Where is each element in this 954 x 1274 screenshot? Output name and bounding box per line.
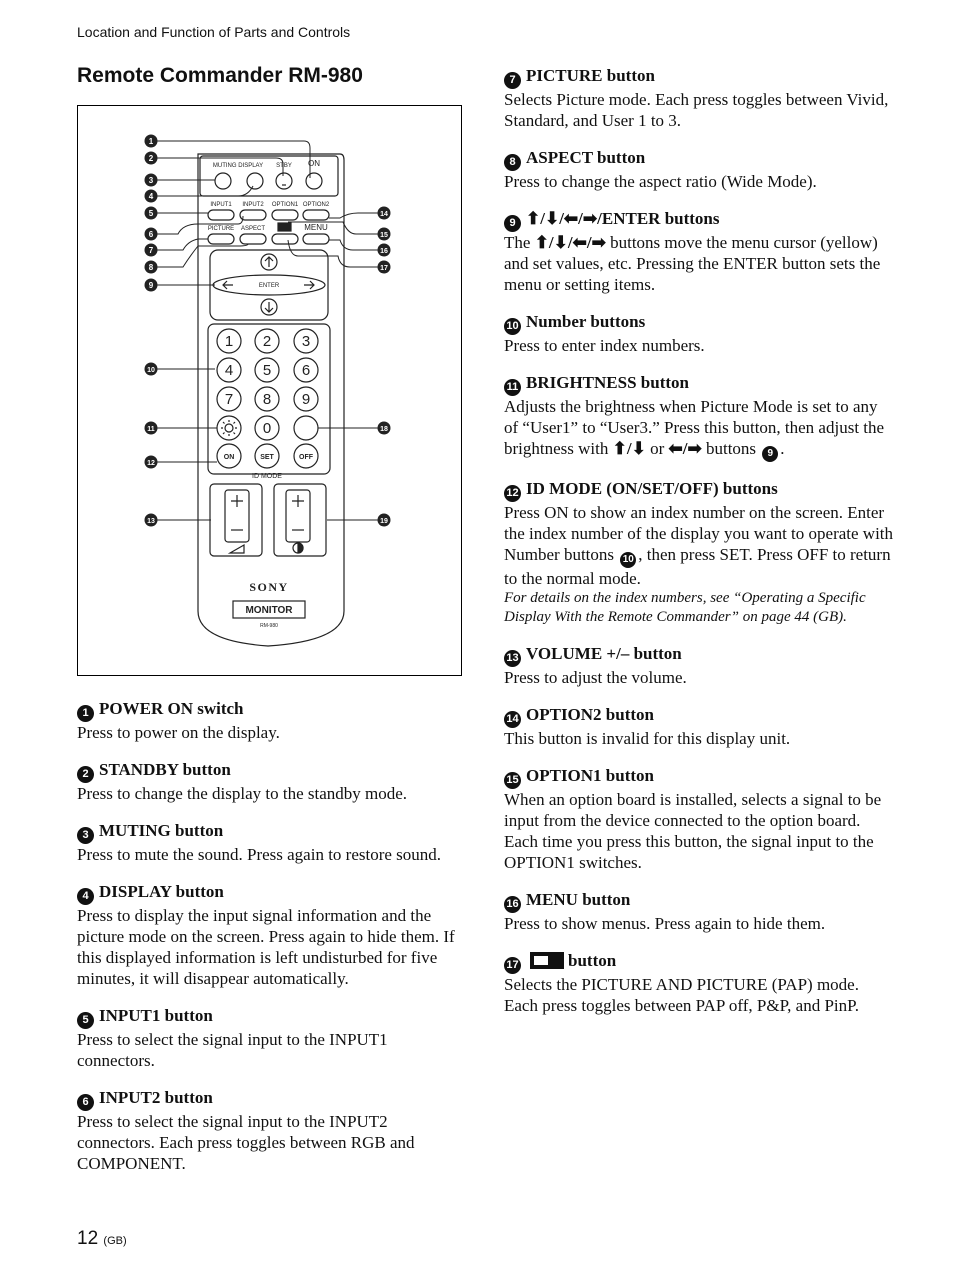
item-title: POWER ON switch bbox=[99, 699, 244, 718]
key-2-label: 2 bbox=[262, 333, 272, 350]
callout-19: 19 bbox=[380, 518, 388, 525]
item-input2 bbox=[77, 1087, 467, 1174]
left-arrow-icon bbox=[223, 281, 233, 289]
callout-10: 10 bbox=[147, 367, 155, 374]
item-input1 bbox=[77, 1005, 467, 1071]
callout-9: 9 bbox=[148, 281, 154, 290]
item-number: 11 bbox=[504, 379, 521, 396]
desc-start: Press ON to show an index number on the screen. Enter the index number of the display you want to operate with Number buttons bbox=[504, 503, 894, 564]
item-description: Press to enter index numbers. bbox=[504, 336, 705, 355]
item-description: Selects Picture mode. Each press toggles between Vivid, Standard, and User 1 to 3. bbox=[504, 90, 889, 130]
callout-17: 17 bbox=[380, 265, 388, 272]
item-description: Press to change the aspect ratio (Wide Mode). bbox=[504, 172, 817, 191]
item-description bbox=[504, 232, 894, 295]
key-8-label: 8 bbox=[262, 391, 272, 408]
item-description: Press to select the signal input to the INPUT2 connectors. Each press toggles between RGB and COMPONENT. bbox=[77, 1112, 415, 1173]
key-9-label: 9 bbox=[301, 391, 311, 408]
callout-18: 18 bbox=[380, 426, 388, 433]
input2-button bbox=[240, 210, 266, 220]
item-muting bbox=[77, 820, 467, 865]
label-option2: OPTION2 bbox=[302, 202, 330, 208]
label-input1: INPUT1 bbox=[210, 202, 232, 208]
model-label: RM-980 bbox=[260, 623, 278, 629]
callout-15: 15 bbox=[380, 232, 388, 239]
right-column bbox=[504, 65, 894, 1032]
callout-12: 12 bbox=[147, 460, 155, 467]
item-number: 5 bbox=[77, 1012, 94, 1029]
item-option2 bbox=[504, 704, 894, 749]
callout-8: 8 bbox=[148, 263, 154, 272]
left-right-arrow-icons: ⬅/➡ bbox=[668, 439, 702, 458]
item-brightness bbox=[504, 372, 894, 462]
label-enter: ENTER bbox=[258, 283, 280, 289]
label-input2: INPUT2 bbox=[242, 202, 264, 208]
label-muting-display: MUTING DISPLAY bbox=[212, 163, 264, 169]
power-on-switch bbox=[306, 173, 322, 189]
item-title: BRIGHTNESS button bbox=[526, 373, 689, 392]
callout-6: 6 bbox=[148, 230, 154, 239]
key-1-label: 1 bbox=[224, 333, 234, 350]
item-description: Press to change the display to the standby mode. bbox=[77, 784, 408, 803]
item-number: 15 bbox=[504, 772, 521, 789]
volume-plus-icon bbox=[231, 495, 243, 507]
item-number: 2 bbox=[77, 766, 94, 783]
input1-button bbox=[208, 210, 234, 220]
label-option1: OPTION1 bbox=[271, 202, 299, 208]
item-option1 bbox=[504, 765, 894, 873]
item-number: 6 bbox=[77, 1094, 94, 1111]
item-number: 4 bbox=[77, 888, 94, 905]
ref-number: 9 bbox=[762, 446, 778, 462]
key-extra bbox=[294, 416, 318, 440]
callout-1: 1 bbox=[148, 137, 154, 146]
item-description: Press to show menus. Press again to hide them. bbox=[504, 914, 826, 933]
item-number: 1 bbox=[77, 705, 94, 722]
up-down-arrow-icons: ⬆/⬇ bbox=[612, 439, 646, 458]
item-menu bbox=[504, 889, 894, 934]
item-volume bbox=[504, 643, 894, 688]
up-arrow-icon bbox=[265, 257, 273, 267]
id-off-label: OFF bbox=[299, 454, 313, 461]
key-6-label: 6 bbox=[301, 362, 311, 379]
brightness-button bbox=[217, 416, 241, 440]
item-number: 16 bbox=[504, 896, 521, 913]
desc-end: . bbox=[780, 439, 785, 458]
desc-end: , then press SET. Press OFF to return to the normal mode. bbox=[504, 545, 891, 588]
label-on: ON bbox=[308, 159, 320, 168]
menu-button bbox=[303, 234, 329, 244]
label-picture: PICTURE bbox=[207, 226, 235, 232]
item-title: button bbox=[568, 951, 617, 970]
item-title: ASPECT button bbox=[526, 148, 646, 167]
contrast-plus-icon bbox=[292, 495, 304, 507]
callout-3: 3 bbox=[148, 176, 154, 185]
item-title: OPTION2 button bbox=[526, 705, 654, 724]
callout-4: 4 bbox=[148, 192, 154, 201]
key-4-label: 4 bbox=[224, 362, 234, 379]
desc-start: Adjusts the brightness when Picture Mode is set to any of “User1” to “User3.” Press this button, then adjust the brightness with bbox=[504, 397, 885, 458]
item-display bbox=[77, 881, 467, 989]
key-3-label: 3 bbox=[301, 333, 311, 350]
item-description: Press to display the input signal information and the picture mode on the screen. Press again to hide them. If this displayed information is left undisturbed for five minutes, it will disappear automatically. bbox=[77, 906, 455, 988]
pap-icon-mark bbox=[278, 223, 291, 231]
item-note: For details on the index numbers, see “Operating a Specific Display With the Remote Commander” on page 44 (GB). bbox=[504, 590, 866, 625]
sony-logo: SONY bbox=[249, 580, 289, 594]
item-description bbox=[504, 396, 894, 462]
page-number-value: 12 bbox=[77, 1228, 99, 1249]
pap-button bbox=[272, 234, 298, 244]
callout-16: 16 bbox=[380, 248, 388, 255]
callout-2: 2 bbox=[148, 154, 154, 163]
monitor-label: MONITOR bbox=[245, 605, 293, 616]
display-button bbox=[247, 173, 263, 189]
down-arrow-icon bbox=[265, 302, 273, 312]
item-description: This button is invalid for this display unit. bbox=[504, 729, 791, 748]
option1-button bbox=[272, 210, 298, 220]
callout-7: 7 bbox=[148, 246, 154, 255]
picture-button bbox=[208, 234, 234, 244]
volume-panel bbox=[210, 484, 262, 556]
item-number: 8 bbox=[504, 154, 521, 171]
pap-icon bbox=[530, 952, 564, 969]
item-enter bbox=[504, 208, 894, 295]
id-on-label: ON bbox=[223, 454, 235, 461]
arrow-icons: ⬆/⬇/⬅/➡ bbox=[534, 233, 606, 252]
item-title: OPTION1 button bbox=[526, 766, 654, 785]
item-number: 13 bbox=[504, 650, 521, 667]
item-title: INPUT2 button bbox=[99, 1088, 213, 1107]
item-number: 3 bbox=[77, 827, 94, 844]
item-number: 14 bbox=[504, 711, 521, 728]
item-id-mode bbox=[504, 478, 894, 627]
key-5-label: 5 bbox=[262, 362, 272, 379]
label-aspect: ASPECT bbox=[240, 226, 266, 232]
item-power-on bbox=[77, 698, 467, 743]
item-number: 17 bbox=[504, 957, 521, 974]
desc-start: The bbox=[504, 233, 531, 252]
item-title: /ENTER buttons bbox=[597, 209, 720, 228]
item-title: DISPLAY button bbox=[99, 882, 224, 901]
item-number: 9 bbox=[504, 215, 521, 232]
label-menu: MENU bbox=[304, 223, 328, 232]
item-number-buttons bbox=[504, 311, 894, 356]
item-picture bbox=[504, 65, 894, 131]
page-number bbox=[77, 1228, 127, 1250]
item-title: MUTING button bbox=[99, 821, 224, 840]
running-head: Location and Function of Parts and Controls bbox=[77, 24, 351, 40]
item-pap bbox=[504, 950, 894, 1016]
item-title: Number buttons bbox=[526, 312, 646, 331]
desc-buttons: buttons bbox=[705, 439, 757, 458]
callout-14: 14 bbox=[380, 211, 388, 218]
key-7-label: 7 bbox=[224, 391, 234, 408]
remote-illustration bbox=[78, 106, 463, 677]
item-title: VOLUME +/– button bbox=[526, 644, 682, 663]
option2-button bbox=[303, 210, 329, 220]
id-mode-label: ID MODE bbox=[252, 473, 282, 480]
right-arrow-icon bbox=[304, 281, 314, 289]
item-title: INPUT1 button bbox=[99, 1006, 213, 1025]
left-column bbox=[77, 698, 467, 1190]
section-title: Remote Commander RM-980 bbox=[77, 64, 363, 87]
item-description: Press to mute the sound. Press again to restore sound. bbox=[77, 845, 442, 864]
item-title: PICTURE button bbox=[526, 66, 655, 85]
volume-icon bbox=[230, 545, 244, 553]
item-number: 10 bbox=[504, 318, 521, 335]
item-description: When an option board is installed, selects a signal to be input from the device connected to the option board. Each time you press this button, the signal input to the OPTION1 switches. bbox=[504, 790, 882, 872]
item-number: 12 bbox=[504, 485, 521, 502]
desc-or: or bbox=[650, 439, 665, 458]
callout-5: 5 bbox=[148, 209, 154, 218]
item-aspect bbox=[504, 147, 894, 192]
page-suffix: (GB) bbox=[103, 1235, 127, 1247]
brightness-sun-icon bbox=[221, 420, 237, 436]
item-description: Press to power on the display. bbox=[77, 723, 280, 742]
arrow-icons: ⬆/⬇/⬅/➡ bbox=[526, 209, 598, 228]
item-description: Selects the PICTURE AND PICTURE (PAP) mode. Each press toggles between PAP off, P&P, and PinP. bbox=[504, 975, 859, 1015]
item-description bbox=[504, 502, 894, 589]
item-description: Press to adjust the volume. bbox=[504, 668, 687, 687]
standby-button bbox=[276, 173, 292, 189]
desc-end: buttons move the menu cursor (yellow) and set values, etc. Pressing the ENTER button sets the menu or setting items. bbox=[504, 233, 881, 294]
item-standby bbox=[77, 759, 467, 804]
item-number: 7 bbox=[504, 72, 521, 89]
aspect-button bbox=[240, 234, 266, 244]
item-title: MENU button bbox=[526, 890, 631, 909]
ref-number: 10 bbox=[620, 552, 636, 568]
item-description: Press to select the signal input to the INPUT1 connectors. bbox=[77, 1030, 388, 1070]
item-title: STANDBY button bbox=[99, 760, 231, 779]
remote-commander-figure bbox=[77, 105, 462, 676]
key-0-label: 0 bbox=[262, 420, 272, 437]
label-stby: STBY bbox=[276, 163, 292, 169]
item-title: ID MODE (ON/SET/OFF) buttons bbox=[526, 479, 778, 498]
callout-13: 13 bbox=[147, 518, 155, 525]
id-set-label: SET bbox=[260, 454, 274, 461]
callout-11: 11 bbox=[147, 426, 155, 433]
muting-button bbox=[215, 173, 231, 189]
